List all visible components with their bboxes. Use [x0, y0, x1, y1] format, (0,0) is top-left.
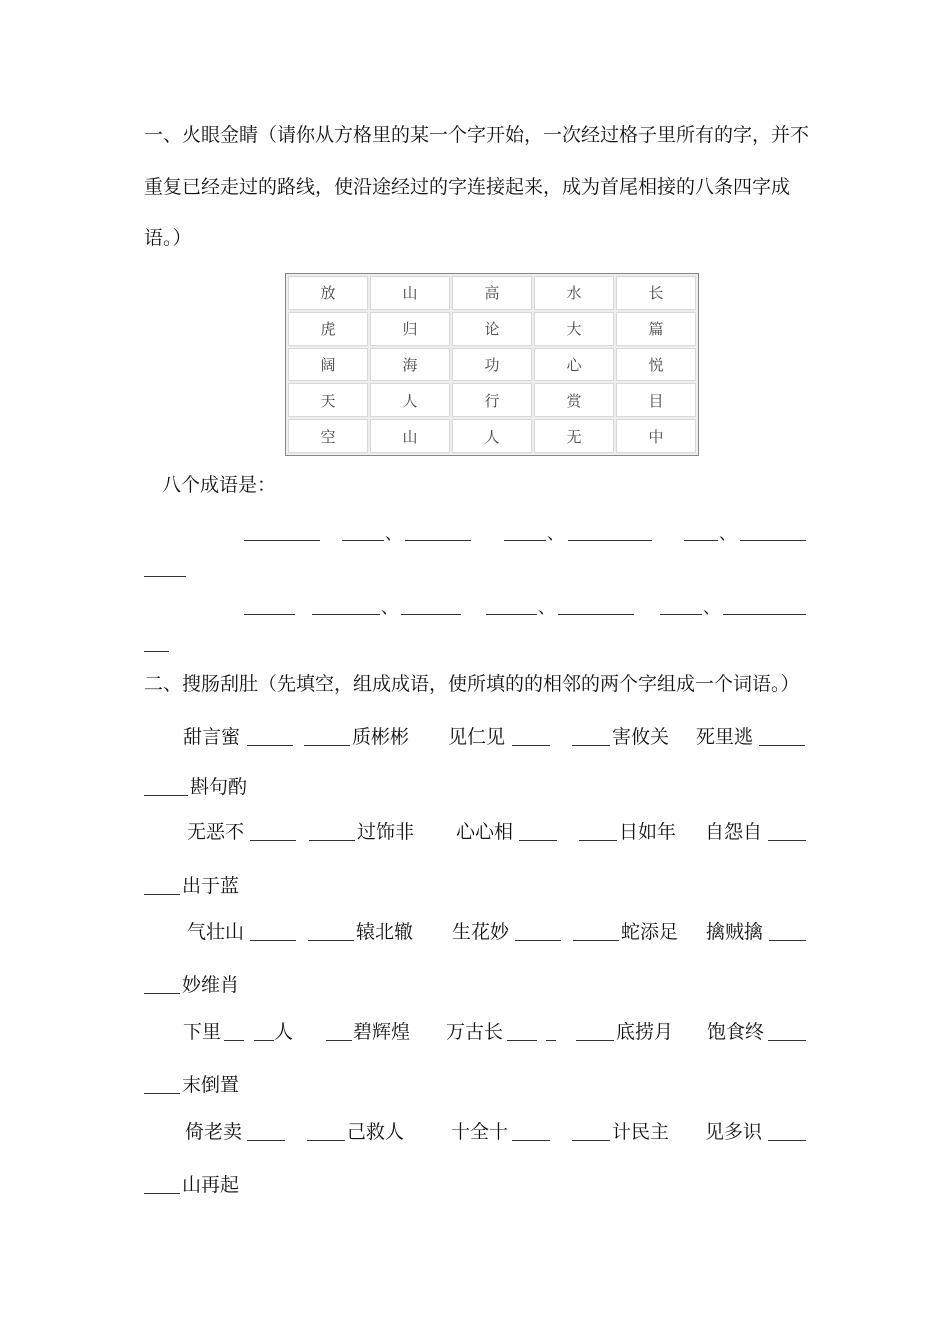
grid-cell: 归 — [370, 312, 450, 346]
grid-row — [288, 419, 696, 453]
idiom-blank[interactable] — [247, 745, 293, 746]
idiom-blank[interactable] — [572, 745, 610, 746]
grid-cell: 行 — [452, 383, 532, 417]
idiom-blank[interactable] — [515, 940, 561, 941]
grid-cell: 长 — [616, 276, 696, 310]
idiom-blank[interactable] — [250, 840, 296, 841]
grid-cell: 空 — [288, 419, 368, 453]
answer-label: 八个成语是： — [162, 474, 277, 496]
character-grid — [285, 273, 699, 456]
idiom-blank[interactable] — [144, 894, 180, 895]
idiom-blank[interactable] — [308, 940, 354, 941]
idiom-text: 生花妙 — [452, 921, 510, 943]
idiom-blank[interactable] — [768, 1140, 806, 1141]
grid-cell: 无 — [534, 419, 614, 453]
answer-blank[interactable] — [144, 651, 169, 652]
idiom-text: 蛇添足 — [621, 921, 679, 943]
answer-blank[interactable] — [504, 540, 546, 541]
idiom-text: 出于蓝 — [182, 875, 240, 897]
grid-row — [288, 312, 696, 346]
separator: 、 — [703, 598, 720, 618]
answer-blank[interactable] — [342, 540, 384, 541]
answer-blank[interactable] — [401, 614, 461, 615]
idiom-text: 质彬彬 — [352, 726, 410, 748]
idiom-blank[interactable] — [144, 1093, 180, 1094]
idiom-text: 死里逃 — [696, 726, 754, 748]
answer-blank[interactable] — [244, 614, 295, 615]
idiom-text: 心心相 — [456, 821, 514, 843]
grid-cell: 中 — [616, 419, 696, 453]
idiom-blank[interactable] — [250, 940, 296, 941]
separator: 、 — [381, 598, 398, 618]
grid-row — [288, 276, 696, 310]
idiom-text: 计民主 — [612, 1121, 670, 1143]
grid-cell: 水 — [534, 276, 614, 310]
grid-cell: 悦 — [616, 348, 696, 382]
idiom-text: 害攸关 — [612, 726, 670, 748]
idiom-blank[interactable] — [768, 1040, 806, 1041]
idiom-text: 末倒置 — [182, 1074, 240, 1096]
idiom-text: 妙维肖 — [182, 974, 240, 996]
idiom-blank[interactable] — [579, 840, 617, 841]
grid-row — [288, 348, 696, 382]
idiom-text: 见仁见 — [448, 726, 506, 748]
separator: 、 — [719, 524, 736, 544]
grid-cell: 海 — [370, 348, 450, 382]
idiom-blank[interactable] — [144, 993, 180, 994]
idiom-blank[interactable] — [247, 1140, 285, 1141]
grid-cell: 放 — [288, 276, 368, 310]
idiom-blank[interactable] — [769, 940, 806, 941]
idiom-blank[interactable] — [768, 840, 806, 841]
section1-title-line2: 重复已经走过的路线，使沿途经过的字连接起来，成为首尾相接的八条四字成 — [144, 176, 791, 198]
idiom-text: 饱食终 — [707, 1021, 765, 1043]
idiom-blank[interactable] — [224, 1040, 244, 1041]
idiom-blank[interactable] — [144, 795, 188, 796]
answer-blank[interactable] — [740, 540, 806, 541]
answer-blank[interactable] — [144, 576, 186, 577]
separator: 、 — [385, 524, 402, 544]
grid-cell: 目 — [616, 383, 696, 417]
answer-blank[interactable] — [244, 540, 320, 541]
idiom-text: 气壮山 — [187, 921, 245, 943]
grid-cell: 篇 — [616, 312, 696, 346]
idiom-text: 日如年 — [619, 821, 677, 843]
idiom-text: 己救人 — [347, 1121, 405, 1143]
grid-cell: 高 — [452, 276, 532, 310]
idiom-text: 斟句酌 — [190, 776, 248, 798]
grid-cell: 大 — [534, 312, 614, 346]
grid-cell: 山 — [370, 419, 450, 453]
idiom-text: 底捞月 — [616, 1021, 674, 1043]
idiom-blank[interactable] — [512, 745, 550, 746]
idiom-text: 见多识 — [705, 1121, 763, 1143]
idiom-blank[interactable] — [519, 840, 557, 841]
grid-cell: 赏 — [534, 383, 614, 417]
idiom-blank[interactable] — [254, 1040, 274, 1041]
grid-cell: 阔 — [288, 348, 368, 382]
idiom-blank[interactable] — [307, 1140, 345, 1141]
idiom-blank[interactable] — [512, 1140, 550, 1141]
idiom-text: 碧辉煌 — [353, 1021, 411, 1043]
idiom-blank[interactable] — [507, 1040, 537, 1041]
answer-blank[interactable] — [486, 614, 537, 615]
answer-blank[interactable] — [558, 614, 634, 615]
section1-title-line1: 一、火眼金睛（请你从方格里的某一个字开始，一次经过格子里所有的字，并不 — [144, 124, 810, 146]
idiom-text: 辕北辙 — [356, 921, 414, 943]
idiom-blank[interactable] — [326, 1040, 352, 1041]
grid-cell: 人 — [452, 419, 532, 453]
idiom-text: 倚老卖 — [185, 1121, 243, 1143]
answer-blank[interactable] — [568, 540, 652, 541]
answer-blank[interactable] — [684, 540, 718, 541]
idiom-text: 自怨自 — [705, 821, 763, 843]
idiom-text: 下里 — [183, 1021, 222, 1043]
grid-cell: 功 — [452, 348, 532, 382]
separator: 、 — [538, 598, 555, 618]
idiom-blank[interactable] — [759, 745, 805, 746]
grid-cell: 论 — [452, 312, 532, 346]
idiom-text: 十全十 — [451, 1121, 509, 1143]
grid-cell: 心 — [534, 348, 614, 382]
idiom-blank[interactable] — [572, 1140, 610, 1141]
idiom-blank[interactable] — [576, 1040, 614, 1041]
separator: 、 — [547, 524, 564, 544]
answer-blank[interactable] — [405, 540, 471, 541]
section1-title-line3: 语。） — [144, 227, 192, 249]
grid-cell: 山 — [370, 276, 450, 310]
idiom-text: 无恶不 — [187, 821, 245, 843]
idiom-blank[interactable] — [304, 745, 350, 746]
idiom-text: 山再起 — [182, 1174, 240, 1196]
idiom-text: 万古长 — [446, 1021, 504, 1043]
answer-blank[interactable] — [660, 614, 702, 615]
answer-blank[interactable] — [723, 614, 806, 615]
idiom-text: 过饰非 — [357, 821, 415, 843]
idiom-blank[interactable] — [309, 840, 355, 841]
answer-blank[interactable] — [312, 614, 380, 615]
idiom-text: 人 — [274, 1021, 294, 1043]
idiom-text: 擒贼擒 — [706, 921, 764, 943]
grid-cell: 虎 — [288, 312, 368, 346]
idiom-blank[interactable] — [546, 1040, 556, 1041]
grid-row — [288, 383, 696, 417]
idiom-text: 甜言蜜 — [183, 726, 241, 748]
idiom-blank[interactable] — [144, 1193, 180, 1194]
idiom-blank[interactable] — [573, 940, 619, 941]
grid-cell: 人 — [370, 383, 450, 417]
section2-title: 二、搜肠刮肚（先填空，组成成语，使所填的的相邻的两个字组成一个词语。） — [144, 673, 800, 695]
grid-cell: 天 — [288, 383, 368, 417]
